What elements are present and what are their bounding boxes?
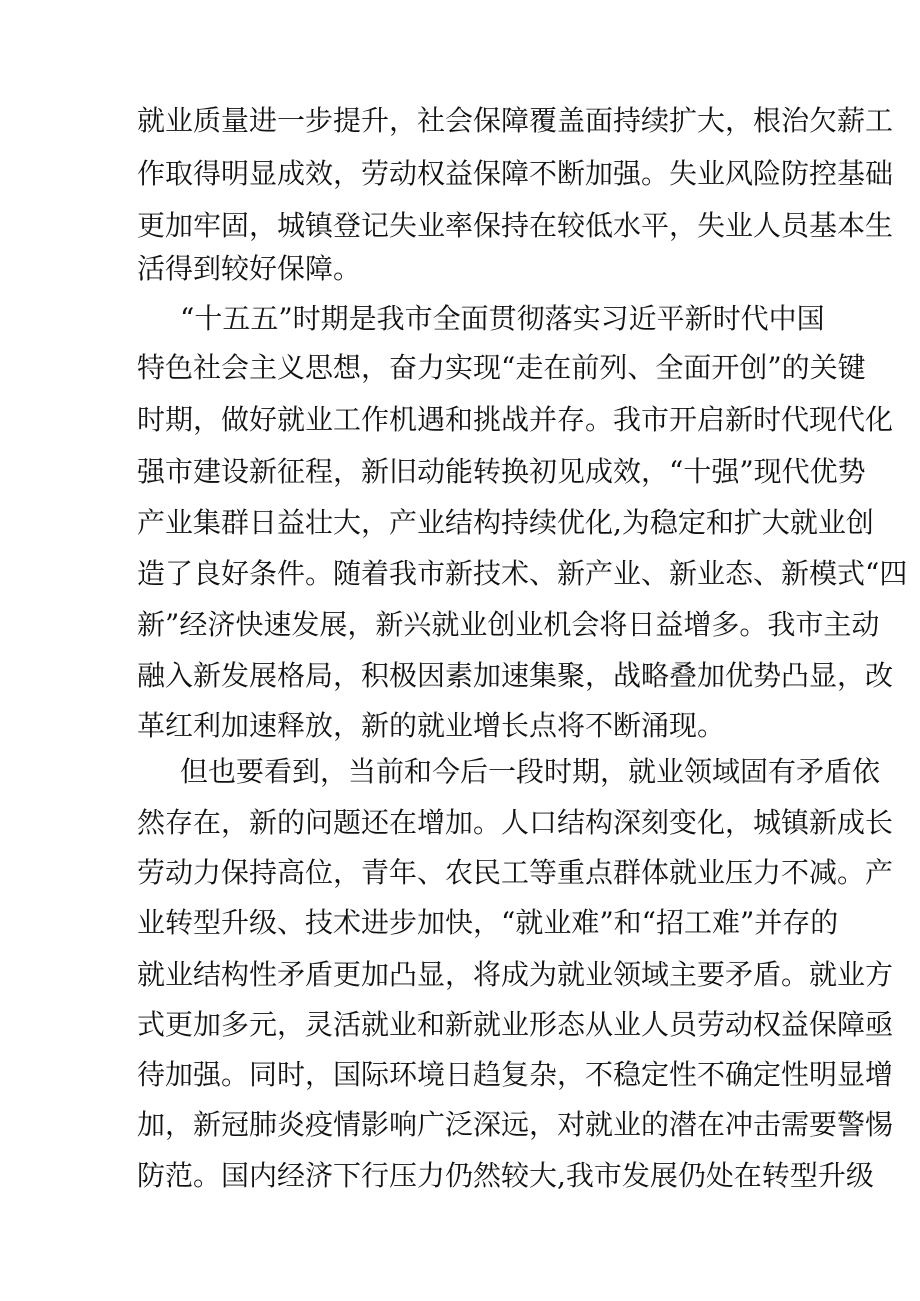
text-line: 活得到较好保障。 [137,252,362,285]
text-line: 新”经济快速发展，新兴就业创业机会将日益增多。我市主动 [137,608,880,641]
paragraph-start-line: 但也要看到，当前和今后一段时期，就业领域固有矛盾依 [180,755,881,788]
text-line: 式更加多元，灵活就业和新就业形态从业人员劳动权益保障亟 [137,1008,894,1041]
text-line: 防范。国内经济下行压力仍然较大,我市发展仍处在转型升级 [137,1159,874,1192]
text-line: 特色社会主义思想，奋力实现“走在前列、全面开创”的关键 [137,351,866,384]
text-line: 造了良好条件。随着我市新技术、新产业、新业态、新模式“四 [137,557,908,590]
text-line: 待加强。同时，国际环境日趋复杂，不稳定性不确定性明显增 [137,1058,894,1091]
text-line: 革红利加速释放，新的就业增长点将不断涌现。 [137,709,726,742]
text-line: 劳动力保持高位，青年、农民工等重点群体就业压力不减。产 [137,856,894,889]
text-line: 然存在，新的问题还在增加。人口结构深刻变化，城镇新成长 [137,806,894,839]
text-line: 加，新冠肺炎疫情影响广泛深远，对就业的潜在冲击需要警惕 [137,1108,894,1141]
text-line: 产业集群日益壮大，产业结构持续优化,为稳定和扩大就业创 [137,506,874,539]
text-line: 作取得明显成效，劳动权益保障不断加强。失业风险防控基础 [137,157,894,190]
text-line: 业转型升级、技术进步加快，“就业难”和“招工难”并存的 [137,906,839,939]
text-line: 融入新发展格局，积极因素加速集聚，战略叠加优势凸显，改 [137,659,894,692]
text-line: 更加牢固，城镇登记失业率保持在较低水平，失业人员基本生 [137,209,894,242]
text-line: 强市建设新征程，新旧动能转换初见成效，“十强”现代优势 [137,455,866,488]
text-line: 就业结构性矛盾更加凸显，将成为就业领域主要矛盾。就业方 [137,958,894,991]
text-line: 时期，做好就业工作机遇和挑战并存。我市开启新时代现代化 [137,403,894,436]
text-line: 就业质量进一步提升，社会保障覆盖面持续扩大，根治欠薪工 [137,104,894,137]
paragraph-start-line: “十五五”时期是我市全面贯彻落实习近平新时代中国 [180,302,825,335]
